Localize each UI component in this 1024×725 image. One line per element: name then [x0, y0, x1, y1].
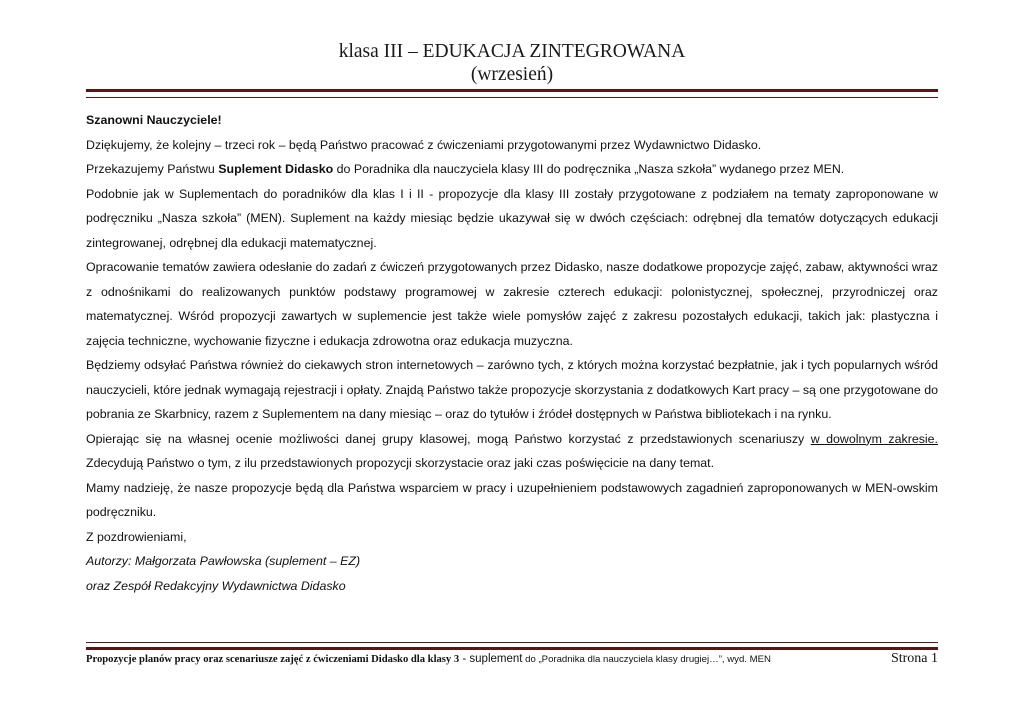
greeting: Szanowni Nauczyciele!: [86, 113, 222, 127]
authors: Autorzy: Małgorzata Pawłowska (suplement – EZ): [86, 554, 361, 568]
editorial-team: oraz Zespół Redakcyjny Wydawnictwa Didasko: [86, 578, 346, 593]
paragraph-websites: Będziemy odsyłać Państwa również do ciekawych stron internetowych – zarówno tych, z których można korzystać bezpłatnie, jak i tych popularnych wśród nauczycieli, które jednak wymagają rejestracji i opłaty. Znajdą Państwo także propozycje skorzystania z dodatkowych Kart pracy – są one przygotowane do pobrania ze Skarbnicy, razem z Suplementem na dany miesiąc – oraz do tytułów i źródeł dostępnych w Państwa bibliotekach i na rynku.: [86, 358, 938, 421]
paragraph-scenarios-text-1: Opierając się na własnej ocenie możliwości danej grupy klasowej, mogą Państwo korzystać z przedstawionych scenariuszy: [86, 431, 811, 446]
supplement-name: Suplement Didasko: [218, 162, 334, 176]
paragraph-scenarios-text-2: Zdecydują Państwo o tym, z ilu przedstawionych propozycji skorzystacie oraz jaki czas poświęcicie na dany temat.: [86, 456, 715, 470]
letter-body: [86, 108, 938, 598]
header-divider: [86, 89, 938, 98]
paragraph-supplement-text-2: do Poradnika dla nauczyciela klasy III do podręcznika „Nasza szkoła” wydanego przez MEN.: [333, 162, 845, 176]
paragraph-hope: Mamy nadzieję, że nasze propozycje będą dla Państwa wsparciem w pracy i uzupełnieniem podstawowych zagadnień zaproponowanych w MEN-owskim podręczniku.: [86, 480, 938, 519]
paragraph-thanks: Dziękujemy, że kolejny – trzeci rok – będą Państwo pracować z ćwiczeniami przygotowanymi przez Wydawnictwo Didasko.: [86, 137, 762, 152]
paragraph-structure: Podobnie jak w Suplementach do poradników dla klas I i II - propozycje dla klasy III zostały przygotowane z podziałem na tematy zaproponowane w podręczniku „Nasza szkoła” (MEN). Suplement na każdy miesiąc będzie ukazywał się w dwóch częściach: odrębnej dla tematów dotyczących edukacji zintegrowanej, odrębnej dla edukacji matematycznej.: [86, 186, 938, 250]
page-number: Strona 1: [890, 651, 938, 666]
footer-rest: do „Poradnika dla nauczyciela klasy drugiej…”, wyd. MEN: [522, 654, 771, 665]
footer-suplement: - suplement: [459, 653, 523, 665]
paragraph-supplement: [86, 157, 938, 182]
footer-caption: [86, 653, 771, 665]
paragraph-supplement-text-1: Przekazujemy Państwu: [86, 162, 219, 176]
document-title: klasa III – EDUKACJA ZINTEGROWANA: [338, 41, 686, 62]
document-subtitle: (wrzesień): [470, 64, 554, 85]
page-footer: [86, 651, 938, 667]
underlined-phrase: w dowolnym zakresie.: [810, 431, 938, 446]
footer-bold-text: Propozycje planów pracy oraz scenariusze zajęć z ćwiczeniami Didasko dla klasy 3: [86, 654, 460, 665]
closing: Z pozdrowieniami,: [86, 529, 187, 544]
paragraph-scenarios: [86, 427, 938, 476]
page-header: [86, 40, 938, 86]
paragraph-contents: Opracowanie tematów zawiera odesłanie do zadań z ćwiczeń przygotowanych przez Didasko, nasze dodatkowe propozycje zajęć, zabaw, aktywności wraz z odnośnikami do realizowanych punktów podstawy programowej w zakresie czterech edukacji: polonistycznej, społecznej, przyrodniczej oraz matematycznej. Wśród propozycji zawartych w suplemencie jest także wiele pomysłów zajęć z zakresu pozostałych edukacji, takich jak: plastyczna i zajęcia techniczne, wychowanie fizyczne i edukacja zdrowotna oraz edukacja muzyczna.: [86, 260, 938, 348]
footer-divider: [86, 642, 938, 650]
